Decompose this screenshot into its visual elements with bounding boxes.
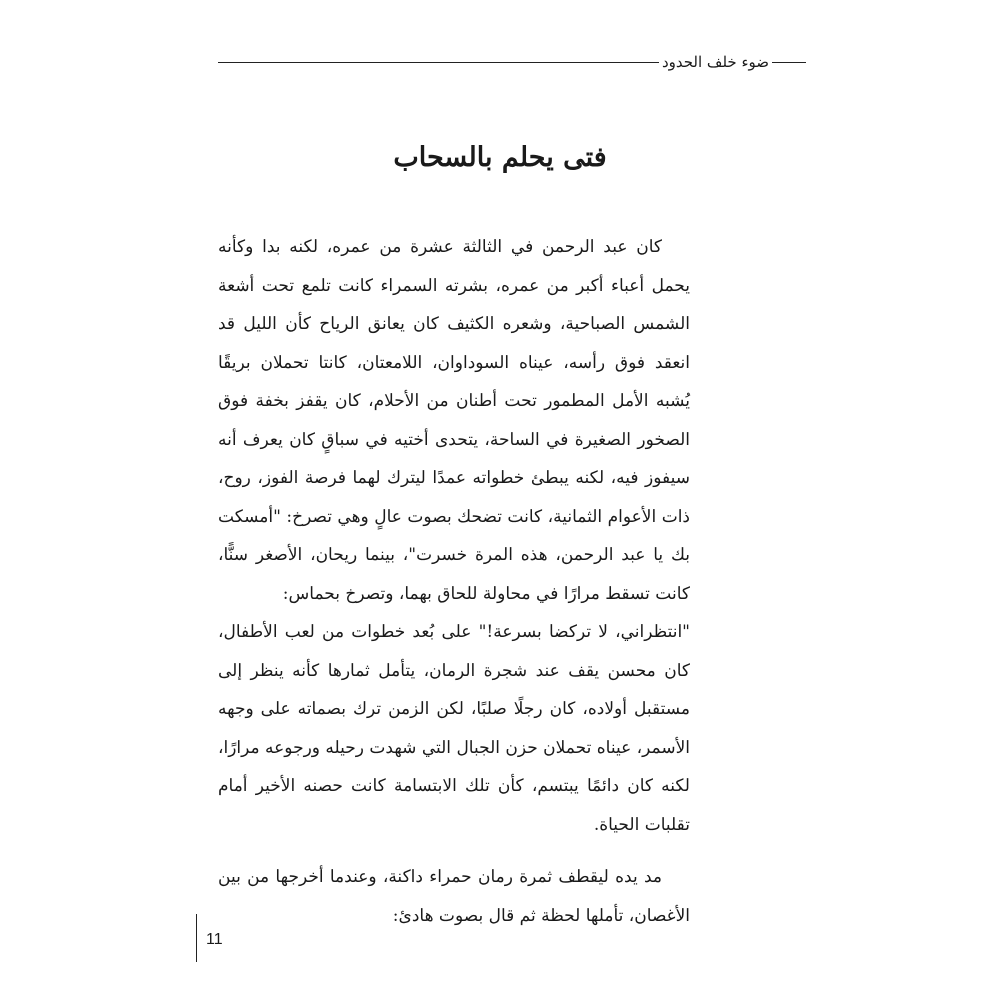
folio-rule [196,914,197,962]
page-number: 11 [206,931,223,948]
header-rule-left [218,62,659,63]
running-header [218,52,806,72]
running-header-title: ضوء خلف الحدود [661,53,769,71]
paragraph-2: "انتظراني، لا تركضا بسرعة!" على بُعد خطوات من لعب الأطفال، كان محسن يقف عند شجرة الرمان، يتأمل ثمارها كأنه ينظر إلى مستقبل أولاده، كان رجلًا صلبًا، لكن الزمن ترك بصماته على وجهه الأسمر، عيناه تحملان حزن الجبال التي شهدت رحيله ورجوعه مرارًا، لكنه كان دائمًا يبتسم، كأن تلك الابتسامة كانت حصنه الأخير أمام تقلبات الحياة. [218,622,690,835]
chapter-title: فتى يحلم بالسحاب [393,142,607,173]
paragraph-3: مد يده ليقطف ثمرة رمان حمراء داكنة، وعندما أخرجها من بين الأغصان، تأملها لحظة ثم قال بصوت هادئ: [218,867,690,926]
header-rule-right [772,62,806,63]
body-text [218,228,690,935]
paragraph-1: كان عبد الرحمن في الثالثة عشرة من عمره، لكنه بدا وكأنه يحمل أعباء أكبر من عمره، بشرته السمراء كانت تلمع تحت أشعة الشمس الصباحية، وشعره الكثيف كان يعانق الرياح كأن الليل قد انعقد فوق رأسه، عيناه السوداوان، اللامعتان، كانتا تحملان بريقًا يُشبه الأمل المطمور تحت أطنان من الأحلام، كان يقفز بخفة فوق الصخور الصغيرة في الساحة، يتحدى أختيه في سباقٍ كان يعرف أنه سيفوز فيه، لكنه يبطئ خطواته عمدًا ليترك لهما فرصة الفوز، روح، ذات الأعوام الثمانية، كانت تضحك بصوت عالٍ وهي تصرخ: "أمسكت بك يا عبد الرحمن، هذه المرة خسرت"، بينما ريحان، الأصغر سنًّا، كانت تسقط مرارًا في محاولة للحاق بهما، وتصرخ بحماس: [218,237,690,604]
